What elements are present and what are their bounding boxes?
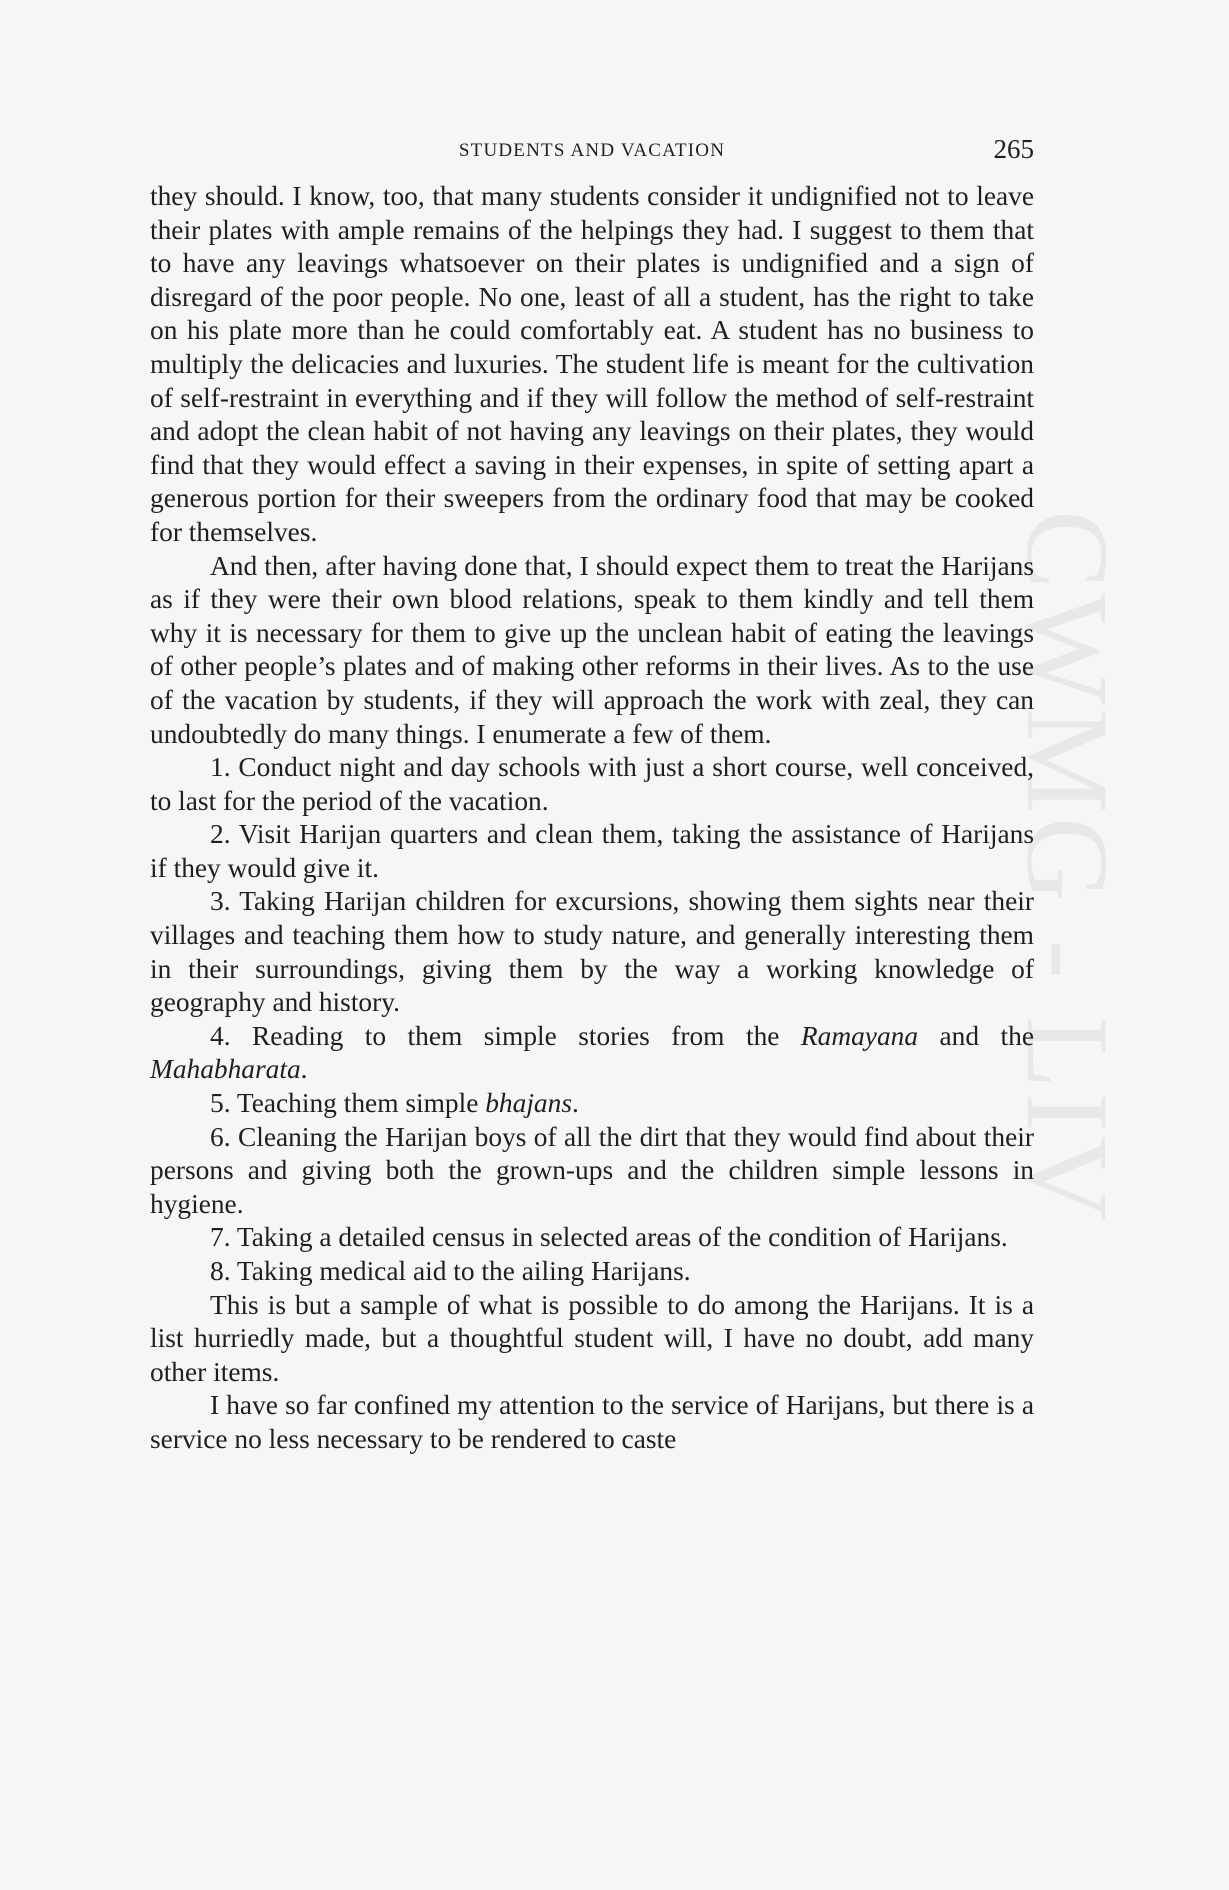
page-number: 265 [993, 134, 1034, 164]
paragraph: And then, after having done that, I should expect them to treat the Harijans as if they were their own blood relations, speak to them kindly and tell them why it is necessary for them to give up the unclean habit of eating the leavings of other people’s plates and of making other reforms in their lives. As to the use of the vacation by students, if they will approach the work with zeal, they can undoubtedly do many things. I enumerate a few of them. [150, 550, 1034, 749]
list-item-text: and the [918, 1020, 1034, 1051]
list-item: 1. Conduct night and day schools with just a short course, well conceived, to last for the period of the vacation. [150, 752, 1034, 816]
paragraph: I have so far confined my attention to the service of Harijans, but there is a service no less necessary to be rendered to caste [150, 1390, 1034, 1454]
list-item-text: 4. Reading to them simple stories from the [210, 1020, 801, 1051]
body-text [150, 180, 1034, 1457]
list-item [150, 1020, 1034, 1087]
list-item-text: 5. Teaching them simple [210, 1088, 486, 1119]
list-item-text: . [571, 1088, 579, 1119]
term-bhajans: bhajans [485, 1088, 572, 1119]
watermark-text: CWMG - LIV [1002, 510, 1130, 1226]
list-item: 2. Visit Harijan quarters and clean them, taking the assistance of Harijans if they would give it. [150, 819, 1034, 883]
book-title-mahabharata: Mahabharata [150, 1054, 301, 1085]
list-item [150, 1087, 1034, 1121]
list-item: 8. Taking medical aid to the ailing Harijans. [210, 1256, 691, 1286]
list-item: 6. Cleaning the Harijan boys of all the dirt that they would find about their persons and giving both the grown-ups and the children simple lessons in hygiene. [150, 1121, 1034, 1219]
book-title-ramayana: Ramayana [800, 1020, 919, 1051]
paragraph: This is but a sample of what is possible to do among the Harijans. It is a list hurriedly made, but a thoughtful student will, I have no doubt, add many other items. [150, 1289, 1034, 1387]
running-head [150, 134, 1034, 168]
running-title: STUDENTS AND VACATION [458, 140, 726, 161]
list-item: 3. Taking Harijan children for excursions, showing them sights near their villages and teaching them how to study nature, and generally interesting them in their surroundings, giving them by the way a working knowledge of geography and history. [150, 886, 1034, 1018]
list-item-text: . [300, 1054, 308, 1085]
paragraph: they should. I know, too, that many students consider it undignified not to leave their plates with ample remains of the helpings they had. I suggest to them that to have any leavings whatsoever on their plates is undignified and a sign of disregard of the poor people. No one, least of all a student, has the right to take on his plate more than he could comfortably eat. A student has no business to multiply the delicacies and luxuries. The student life is meant for the cultivation of self-restraint in everything and if they will follow the method of self-restraint and adopt the clean habit of not having any leavings on their plates, they would find that they would effect a saving in their expenses, in spite of setting apart a generous portion for their sweepers from the ordinary food that may be cooked for themselves. [150, 181, 1034, 547]
list-item: 7. Taking a detailed census in selected areas of the condition of Harijans. [210, 1222, 1008, 1253]
